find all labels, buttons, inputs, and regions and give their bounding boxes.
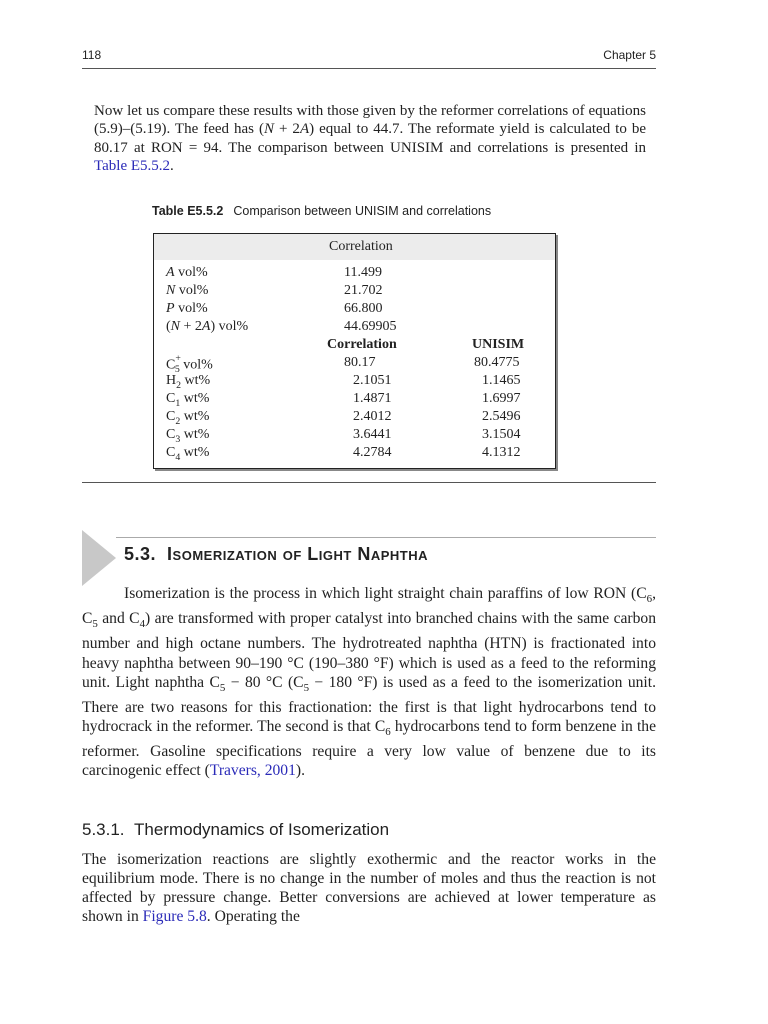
subheader-unisim: UNISIM [472, 337, 525, 352]
table-header-correlation: Correlation [329, 239, 393, 254]
table-row: N vol% 21.702 [166, 283, 383, 298]
subheader-correlation: Correlation [327, 337, 397, 352]
section-arrow-icon [82, 530, 116, 586]
table-subheader [154, 337, 555, 355]
table-row: $C_1$ wt% 1.4871 1.6997 [166, 391, 521, 409]
section-paragraph: Isomerization is the process in which light straight chain paraffins of low RON ($C_6$, $C_5$ and $C_4$) are transformed with proper catalyst into branched chains with the same carbon number and high octane numbers. The hydrotreated naphtha (HTN) is fractionated into heavy naphtha between 90–190 °C (190–380 °F) which is used as a feed to the reforming unit. Light naphtha $C_5 - 80$ °C ($C_5 - 180$ °F) is used as a feed to the isomerization unit. There are two reasons for this fractionation: the first is that light hydrocarbons tend to hydrocrack in the reformer. The second is that $C_6$ hydrocarbons tend to form benzene in the reformer. Gasoline specifications require a very low value of benzene due to its carcinogenic effect (Travers, 2001). [82, 585, 656, 780]
section-title-text: Isomerization of Light Naphtha [167, 544, 429, 564]
table-bottom-rule [82, 482, 656, 483]
intro-text-3: . [170, 157, 174, 174]
section-rule [116, 537, 656, 538]
table-row: $C^+_5$ vol% 80.17 80.4775 [166, 353, 520, 376]
intro-a-var: A [299, 121, 310, 138]
intro-paragraph [94, 102, 646, 175]
table-row: $H_2$ wt% 2.1051 1.1465 [166, 373, 521, 391]
table-row: P vol% 66.800 [166, 301, 383, 316]
table-row: $C_4$ wt% 4.2784 4.1312 [166, 445, 521, 463]
figure-link[interactable]: Figure 5.8 [142, 908, 207, 926]
intro-n-var: N [264, 121, 275, 138]
table-caption [152, 204, 491, 218]
reference-link[interactable]: Travers, 2001 [209, 762, 296, 780]
subsection-title [82, 820, 389, 840]
table-link[interactable]: Table E5.5.2 [94, 157, 171, 174]
thermo-paragraph: The isomerization reactions are slightly exothermic and the reactor works in the equilibrium mode. There is no change in the number of moles and thus the reaction is not affected by pressure change. Better conversions are achieved at lower temperature as shown in Figure 5.8. Operating the [82, 851, 656, 926]
page-number: 118 [82, 48, 102, 62]
chapter-label: Chapter 5 [603, 48, 656, 62]
table-title: Comparison between UNISIM and correlations [233, 204, 492, 218]
subsection-number: 5.3.1. [82, 820, 125, 839]
table-row: $C_2$ wt% 2.4012 2.5496 [166, 409, 521, 427]
intro-plus: + 2 [274, 121, 300, 138]
table-label: Table E5.5.2 [152, 204, 224, 218]
intro-text-1: Now let us compare these results with those given by the reformer correlations of equations (5.9)–(5.19). The feed has ( [94, 103, 646, 138]
section-number: 5.3. [124, 544, 157, 564]
table-row: (N + 2A) vol% 44.69905 [166, 319, 397, 334]
comparison-table [153, 233, 556, 469]
table-row: $C_3$ wt% 3.6441 3.1504 [166, 427, 521, 445]
subsection-title-text: Thermodynamics of Isomerization [134, 820, 390, 839]
running-header [82, 48, 656, 69]
section-title [124, 544, 428, 565]
intro-text-2: ) equal to 44.7. The reformate yield is calculated to be 80.17 at RON = 94. The comparison between UNISIM and correlations is presented in [94, 121, 646, 156]
table-row: A vol% 11.499 [166, 265, 382, 280]
